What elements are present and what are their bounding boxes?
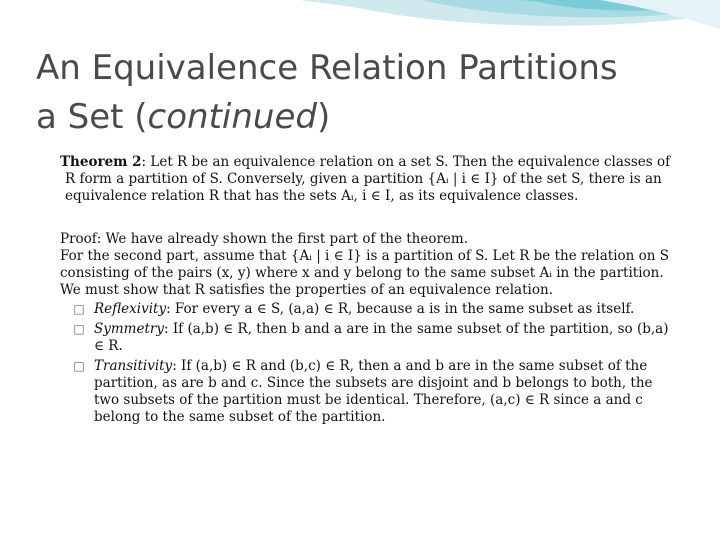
property-list	[60, 301, 675, 426]
slide-body	[60, 154, 675, 429]
title-line-1: An Equivalence Relation Partitions	[36, 48, 618, 88]
checkbox-bullet-icon: □	[73, 359, 85, 373]
title-line-2-italic: continued	[147, 97, 317, 137]
checkbox-bullet-icon: □	[73, 322, 85, 336]
list-item-transitivity	[73, 358, 675, 426]
theorem-text: : Let R be an equivalence relation on a set S. Then the equivalence classes of R form a partition of S. Conversely, given a partition {Aᵢ | i ∈ I} of the set S, there is an equivalence relation R that has the sets Aᵢ, i ∈ I, as its equivalence classes.	[65, 154, 671, 204]
list-item-reflexivity	[73, 301, 675, 318]
property-name: Transitivity	[94, 358, 173, 374]
proof-label: Proof	[60, 231, 97, 247]
checkbox-bullet-icon: □	[73, 302, 85, 316]
property-name: Symmetry	[94, 321, 164, 337]
theorem-paragraph	[60, 154, 675, 205]
property-text: : For every a ∈ S, (a,a) ∈ R, because a is in the same subset as itself.	[166, 301, 635, 317]
property-text: : If (a,b) ∈ R, then b and a are in the same subset of the partition, so (b,a) ∈ R.	[94, 321, 669, 354]
list-item-symmetry	[73, 321, 675, 355]
spacer	[60, 205, 675, 231]
theorem-label: Theorem 2	[60, 154, 142, 170]
proof-intro-text: : We have already shown the first part of the theorem.	[96, 231, 469, 247]
proof-second-part: For the second part, assume that {Aᵢ | i ∈ I} is a partition of S. Let R be the relation on S consisting of the pairs (x, y) where x and y belong to the same subset Aᵢ in the partition. We must show that R satisfies the properties of an equivalence relation.	[60, 248, 670, 298]
title-line-2-start: a Set (	[36, 97, 148, 137]
property-name: Reflexivity	[94, 301, 167, 317]
title-line-2-end: )	[316, 97, 331, 137]
page-title	[36, 44, 696, 142]
proof-intro	[60, 231, 675, 248]
property-text: : If (a,b) ∈ R and (b,c) ∈ R, then a and b are in the same subset of the partition, as are b and c. Since the subsets are disjoint and b belongs to both, the two subsets of the partition must be identical. Therefore, (a,c) ∈ R since a and c belong to the same subset of the partition.	[94, 358, 653, 425]
